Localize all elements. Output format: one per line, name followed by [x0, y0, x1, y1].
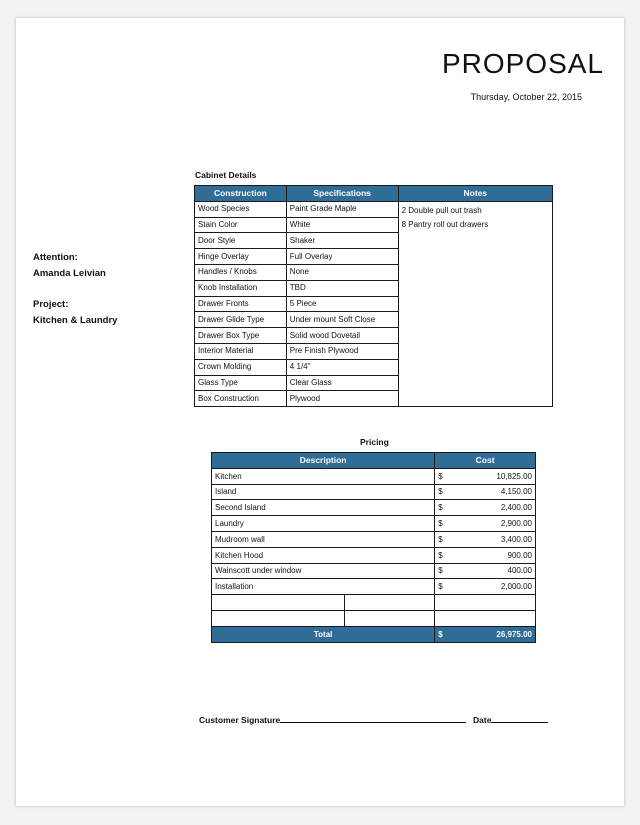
currency-cell: $ — [435, 563, 447, 579]
specification-cell: Under mount Soft Close — [286, 312, 398, 328]
construction-cell: Knob Installation — [195, 280, 287, 296]
pricing-row — [212, 531, 536, 547]
pricing-title: Pricing — [360, 437, 389, 447]
total-value: 26,975.00 — [447, 626, 536, 642]
specification-cell: Shaker — [286, 233, 398, 249]
pricing-row — [212, 547, 536, 563]
specification-cell: 4 1/4" — [286, 359, 398, 375]
specification-cell: TBD — [286, 280, 398, 296]
pricing-row — [212, 579, 536, 595]
construction-cell: Drawer Fronts — [195, 296, 287, 312]
description-cell: Island — [212, 484, 435, 500]
specification-cell: Paint Grade Maple — [286, 201, 398, 217]
description-cell: Second Island — [212, 500, 435, 516]
specification-cell: Full Overlay — [286, 249, 398, 265]
pricing-row — [212, 484, 536, 500]
currency-cell: $ — [435, 484, 447, 500]
construction-cell: Wood Species — [195, 201, 287, 217]
construction-cell: Hinge Overlay — [195, 249, 287, 265]
total-currency: $ — [435, 626, 447, 642]
customer-signature-label: Customer Signature — [199, 715, 281, 725]
attention-name: Amanda Leivian — [33, 268, 106, 279]
specification-cell: Pre Finish Plywood — [286, 343, 398, 359]
pricing-table — [211, 452, 536, 643]
note-item: 8 Pantry roll out drawers — [401, 219, 489, 229]
construction-cell: Drawer Glide Type — [195, 312, 287, 328]
construction-cell: Stain Color — [195, 217, 287, 233]
specification-cell: Clear Glass — [286, 375, 398, 391]
currency-cell: $ — [435, 500, 447, 516]
column-header-construction: Construction — [195, 186, 287, 202]
empty-note-cell — [344, 610, 435, 626]
cost-cell: 900.00 — [447, 547, 536, 563]
cabinet-details-title: Cabinet Details — [195, 170, 257, 180]
column-header-cost: Cost — [435, 453, 536, 469]
currency-cell: $ — [435, 468, 447, 484]
construction-cell: Handles / Knobs — [195, 264, 287, 280]
specification-cell: 5 Piece — [286, 296, 398, 312]
cabinet-row — [195, 201, 553, 217]
pricing-row — [212, 516, 536, 532]
empty-note-cell — [344, 595, 435, 611]
project-name: Kitchen & Laundry — [33, 315, 118, 326]
cost-cell: 2,000.00 — [447, 579, 536, 595]
currency-cell: $ — [435, 547, 447, 563]
column-header-description: Description — [212, 453, 435, 469]
customer-signature-field[interactable] — [199, 715, 466, 725]
cost-cell: 400.00 — [447, 563, 536, 579]
construction-cell: Glass Type — [195, 375, 287, 391]
construction-cell: Drawer Box Type — [195, 328, 287, 344]
pricing-row — [212, 563, 536, 579]
pricing-empty-row — [212, 595, 536, 611]
cabinet-details-table — [194, 185, 553, 407]
construction-cell: Interior Material — [195, 343, 287, 359]
currency-cell: $ — [435, 579, 447, 595]
signature-line[interactable] — [280, 715, 466, 723]
empty-cost-cell — [435, 610, 536, 626]
construction-cell: Crown Molding — [195, 359, 287, 375]
cost-cell: 2,900.00 — [447, 516, 536, 532]
description-cell: Installation — [212, 579, 435, 595]
proposal-date: Thursday, October 22, 2015 — [470, 92, 582, 102]
pricing-empty-row — [212, 610, 536, 626]
specification-cell: Solid wood Dovetail — [286, 328, 398, 344]
total-label: Total — [212, 626, 435, 642]
cabinet-header-row — [195, 186, 553, 202]
pricing-total-row — [212, 626, 536, 642]
specification-cell: None — [286, 264, 398, 280]
cost-cell: 4,150.00 — [447, 484, 536, 500]
construction-cell: Box Construction — [195, 391, 287, 407]
cost-cell: 2,400.00 — [447, 500, 536, 516]
notes-cell — [398, 201, 552, 406]
date-line[interactable] — [491, 715, 548, 723]
attention-label: Attention: — [33, 252, 78, 263]
empty-cost-cell — [435, 595, 536, 611]
pricing-row — [212, 500, 536, 516]
specification-cell: Plywood — [286, 391, 398, 407]
cost-cell: 10,825.00 — [447, 468, 536, 484]
column-header-notes: Notes — [398, 186, 552, 202]
project-label: Project: — [33, 299, 69, 310]
empty-description-cell — [212, 610, 345, 626]
proposal-page — [16, 18, 624, 806]
specification-cell: White — [286, 217, 398, 233]
construction-cell: Door Style — [195, 233, 287, 249]
pricing-row — [212, 468, 536, 484]
description-cell: Kitchen Hood — [212, 547, 435, 563]
pricing-header-row — [212, 453, 536, 469]
currency-cell: $ — [435, 531, 447, 547]
date-field[interactable] — [473, 715, 548, 725]
description-cell: Mudroom wall — [212, 531, 435, 547]
description-cell: Wainscott under window — [212, 563, 435, 579]
note-item: 2 Double pull out trash — [401, 205, 482, 215]
description-cell: Laundry — [212, 516, 435, 532]
description-cell: Kitchen — [212, 468, 435, 484]
column-header-specifications: Specifications — [286, 186, 398, 202]
page-title: PROPOSAL — [441, 48, 604, 79]
empty-description-cell — [212, 595, 345, 611]
currency-cell: $ — [435, 516, 447, 532]
cost-cell: 3,400.00 — [447, 531, 536, 547]
date-label: Date — [473, 715, 492, 725]
